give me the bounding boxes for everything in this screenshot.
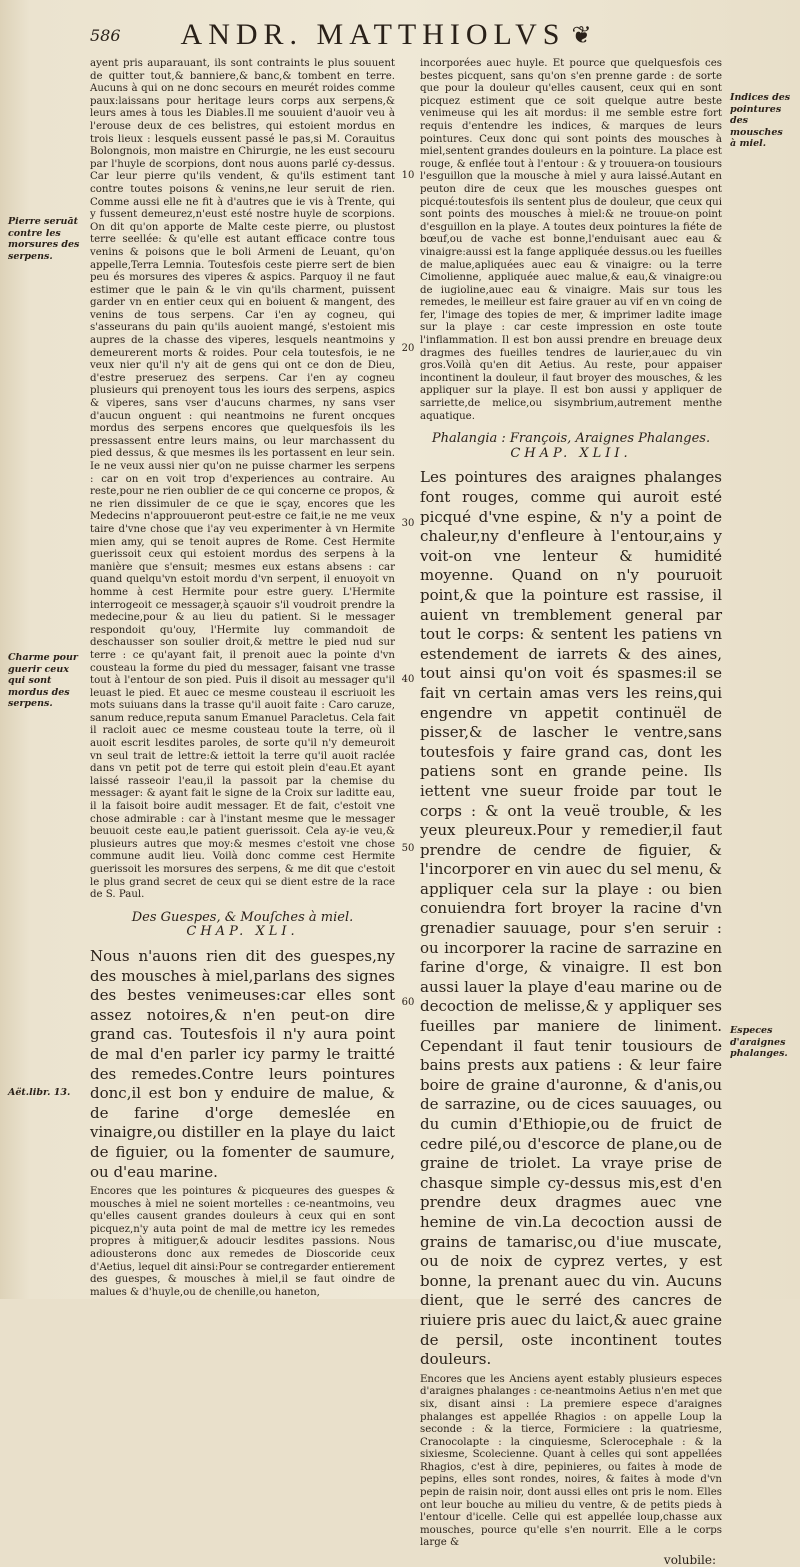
line-number: 40 (401, 674, 415, 685)
chapter-heading: CHAP. XLI. (186, 924, 299, 940)
body-paragraph-large: Nous n'auons rien dit des guespes,ny des mousches à miel,parlans des signes des bestes venimeuses:car elles sont assez notoires,& n'en peut-on dire grand cas. Toutesfois il n'y aura point de mal d'en parler icy parmy le traitté des remedes.Contre leurs pointures donc,il est bon y enduire de malue, & de farine d'orge demeslée en vinaigre,ou distiller en la playe du laict de figuier, ou la fomenter de saumure, ou d'eau marine. (90, 946, 395, 1181)
line-number: 50 (401, 843, 415, 854)
body-paragraph: incorporées auec huyle. Et pource que quelquesfois ces bestes picquent, sans qu'on s'en prenne garde : de sorte que pour la douleur qu'elles causent, ceux qui en sont picquez estiment que ce soit quelque autre beste venimeuse qui les ait mordus: il me semble estre fort requis d'entendre les indices, & marques de leurs pointures. Ceux donc qui sont points des mousches à miel,sentent grandes douleurs en la pointure. La place est rouge, & enflée tout à l'entour : & y trouuera-on tousiours l'esguillon que la mousche à miel y aura laissé.Autant en peuton dire de ceux que les mousches guespes ont picqué:toutesfois ils sentent plus de douleur, que ceux qui sont points des mousches à miel:& ne trouue-on point d'esguillon en la playe. A toutes deux pointures la fiéte de bœuf,ou de vache est bonne,l'enduisant auec eau & vinaigre:aussi est la fange appliquée dessus.ou les fueilles de malue,apliquées auec eau & vinaigre: ou la terre Cimolienne, appliquée auec malue,& eau,& vinaigre:ou de iugioline,auec eau & vinaigre. Mais sur tous les remedes, le meilleur est faire grauer au vif en vn coing de fer, l'image des topies de mer, & imprimer ladite image sur la playe : car ceste impression en oste toute l'inflammation. Il est bon aussi prendre en breuage deux dragmes des fueilles tendres de laurier,auec du vin gros.Voilà qu'en dit Aetius. Au reste, pour appaiser incontinent la douleur, il faut broyer des mousches, & les appliquer sur la playe. Il est bon aussi y appliquer de sarriette,de melice,ou sisymbrium,autrement menthe aquatique. (420, 58, 722, 422)
margin-note-aetius: Aët.libr. 13. (8, 1087, 71, 1098)
page-number: 586 (90, 25, 121, 45)
body-paragraph: ayent pris auparauant, ils sont contraints le plus souuent de quitter tout,& banniere,& banc,& tombent en terre. Aucuns à qui on ne donc secours en meurét roides comme paux:laissans pour heritage leurs corps aux serpens,& leurs ames à tous les Diables.Il me souuient d'auoir veu à l'erouse deux de ces belistres, qui estoient mordus en trois lieux : lesquels eussent passé le pas,si M. Corauitus Bolongnois, mon maistre en Chirurgie, ne les eust secouru par l'huyle de scorpions, dont nous auons parlé cy-dessus. Car leur pierre qu'ils vendent, & qu'ils estiment tant contre toutes poisons & venins,ne leur seruit de rien. Comme aussi elle ne fit à d'autres que ie vis à Trente, qui y fussent demeurez,n'eust esté nostre huyle de scorpions. On dit qu'on apporte de Malte ceste pierre, ou plustost terre seellée: & qu'elle est autant efficace contre tous venins & poisons que le boli Armeni de Leuant, qu'on appelle,Terra Lemnia. Toutesfois ceste pierre sert de bien peu és morsures des viperes & aspics. Parquoy il ne faut estimer que le pain & le vin qu'ils charment, puissent garder vn en entier ceux qui en boiuent & mangent, des venins de tous serpens. Car i'en ay cogneu, qui s'asseurans du pain qu'ils auoient mangé, s'estoient mis aupres de la chasse des viperes, lesquels neantmoins y demeurerent morts & roides. Pour cela toutesfois, ie ne veux nier qu'il n'y ait de gens qui ont ce don de Dieu, d'estre preseruez des serpens. Car i'en ay cogneu plusieurs qui prenoyent tous les iours des serpens, aspics & viperes, sans vser d'aucuns charmes, ny sans vser d'aucun onguent : qui neantmoins ne furent oncques mordus des serpens encores que quelquesfois ils les pressassent entre leurs mains, ou leur marchassent du pied dessus, & que mesmes ils les portassent en leur sein. Ie ne veux aussi nier qu'on ne puisse charmer les serpens : car on en voit trop d'experiences au contraire. Au reste,pour ne rien oublier de ce qui concerne ce propos, & ne rien dissimuler de ce que ie sçay, encores que les Medecins n'approuueront peut-estre ce fait,ie ne me veux taire d'vne chose que i'ay veu experimenter à vn Hermite mien amy, qui se tenoit aupres de Rome. Cest Hermite guerissoit ceux qui estoient mordus des serpens à la manière que s'ensuit; mesmes eux estans absens : car quand quelqu'vn estoit mordu d'vn serpent, il enuoyoit vn homme à cest Hermite pour estre guery. L'Hermite interrogeoit ce messager,à sçauoir s'il voudroit prendre la medecine,pour & au lieu du patient. Si le messager respondoit qu'ouy, l'Hermite luy commandoit de deschausser son soulier droit,& mettre le pied nud sur terre : ce qu'ayant fait, il prenoit auec la pointe d'vn cousteau la forme du pied du messager, faisant vne trasse tout à l'entour de son pied. Puis il disoit au messager qu'il leuast le pied. Et auec ce mesme cousteau il escriuoit les mots suiuans dans la trasse qu'il auoit faite : Caro caruze, sanum reduce,reputa sanum Emanuel Paracletus. Cela fait il racloit auec ce mesme cousteau toute la terre, où il auoit escrit lesdites paroles, de sorte qu'il n'y demeuroit vn seul trait de lettre:& iettoit la terre qu'il auoit raclée dans vn petit pot de terre qui estoit plein d'eau.Et ayant laissé rasseoir l'eau,il la passoit par la chemise du messager: & ayant fait le signe de la Croix sur laditte eau, il la faisoit boire audit messager. Et de fait, c'estoit vne chose admirable : car à l'instant mesme que le messager beuuoit ceste eau,le patient guerissoit. Cela ay-ie veu,& plusieurs autres que moy:& mesmes c'estoit vne chose commune audit lieu. Voilà donc comme cest Hermite guerissoit les morsures des serpens, & me dit que c'estoit le plus grand secret de ceux qui se dient estre de la race de S. Paul. (90, 58, 395, 901)
margin-note-charm: Charme pour guerir ceux qui sont mordus des serpens. (8, 652, 78, 709)
body-paragraph: Encores que les Anciens ayent estably plusieurs especes d'araignes phalanges : ce-neantmoins Aetius n'en met que six, disant ainsi : La premiere espece d'araignes phalanges est appellée Rhagios : on appelle Loup la seconde : & la tierce, Formiciere : la quatriesme, Cranocolapte : la cinquiesme, Sclerocephale : & la sixiesme, Scolecienne. Quant à celles qui sont appellées Rhagios, c'est à dire, pepinieres, ou faites à mode de pepins, elles sont rondes, noires, & faites à mode d'vn pepin de raisin noir, dont aussi elles ont pris le nom. Elles ont leur bouche au milieu du ventre, & de petits pieds à l'entour d'icelle. Celle qui est appellée loup,chasse aux mousches, pource qu'elle s'en nourrit. Elle a le corps large & (420, 1373, 722, 1549)
page-header (90, 18, 780, 52)
left-column (90, 58, 395, 1298)
chapter-heading: CHAP. XLII. (510, 445, 632, 461)
fleuron-icon: ❦ (571, 21, 592, 49)
margin-note-stone: Pierre seruāt contre les morsures des serpens. (8, 216, 80, 262)
body-paragraph-large: Les pointures des araignes phalanges font rouges, comme qui auroit esté picqué d'vne espine, & n'y a point de chaleur,ny d'enfleure à l'entour,ains y voit-on vne lenteur & humidité moyenne. Quand on n'y pouruoit point,& que la pointure est rassise, il auient vn tremblement general par tout le corps: & sentent les patiens vn estendement de iarrets & des aines, tout ainsi qu'on voit és spasmes:il se fait vn certain amas vers les reins,qui engendre vn appetit continuël de pisser,& de lascher le ventre,sans toutesfois y faire grand cas, dont les patiens sont en grande peine. Ils iettent vne sueur froide par tout le corps : & ont la veuë trouble, & les yeux pleureux.Pour y remedier,il faut prendre de cendre de figuier, & l'incorporer en vin auec du sel menu, & appliquer cela sur la playe : ou bien conuiendra fort broyer la racine d'vn grenadier sauuage, pour s'en seruir : ou incorporer la racine de sarrazine en farine d'orge, & vinaigre. Il est bon aussi lauer la playe d'eau marine ou de decoction de melisse,& y appliquer ses fueilles par maniere de liniment. Cependant il faut tenir tousiours de bains prests aux patiens : & leur faire boire de graine d'auronne, & d'anis,ou de sarrazine, ou de cices sauuages, ou du cumin d'Ethiopie,ou de fruict de cedre pilé,ou d'escorce de plane,ou de graine de triolet. La vraye prise de chasque simple cy-dessus mis,est d'en prendre deux dragmes auec vne hemine de vin.La decoction aussi de grains de tamarisc,ou d'iue muscate, ou de noix de cyprez vertes, y est bonne, la prenant auec du vin. Aucuns dient, que le serré des cancres de riuiere pris auec du laict,& auec graine de persil, oste incontinent toutes douleurs. (420, 468, 722, 1369)
right-column (420, 58, 722, 1567)
body-paragraph: Encores que les pointures & picqueures des guespes & mousches à miel ne soient mortelles : ce-neantmoins, veu qu'elles causent grandes douleurs à ceux qui en sont picquez,n'y auta point de mal de mettre icy les remedes propres à mitiguer,& adoucir lesdites passions. Nous adiousterons donc aux remedes de Dioscoride ceux d'Aetius, lequel dit ainsi:Pour se contregarder entierement des guespes, & mousches à miel,il se faut oindre de malues & d'huyle,ou de chenille,ou haneton, (90, 1186, 395, 1298)
line-number: 30 (401, 518, 415, 529)
section-title: Des Guespes, & Mouſches à miel. (131, 909, 354, 925)
margin-note-spider-species: Especes d'araignes phalanges. (730, 1025, 788, 1059)
line-number: 10 (401, 170, 415, 181)
line-number: 60 (401, 997, 415, 1008)
line-number: 20 (401, 343, 415, 354)
section-title: Phalangia : François, Araignes Phalanges. (431, 431, 711, 447)
catchword: volubile: (663, 1553, 716, 1567)
margin-note-bee-signs: Indices des pointures des mousches à miel. (730, 92, 791, 149)
running-head: ANDR. MATTHIOLVS (180, 18, 566, 51)
